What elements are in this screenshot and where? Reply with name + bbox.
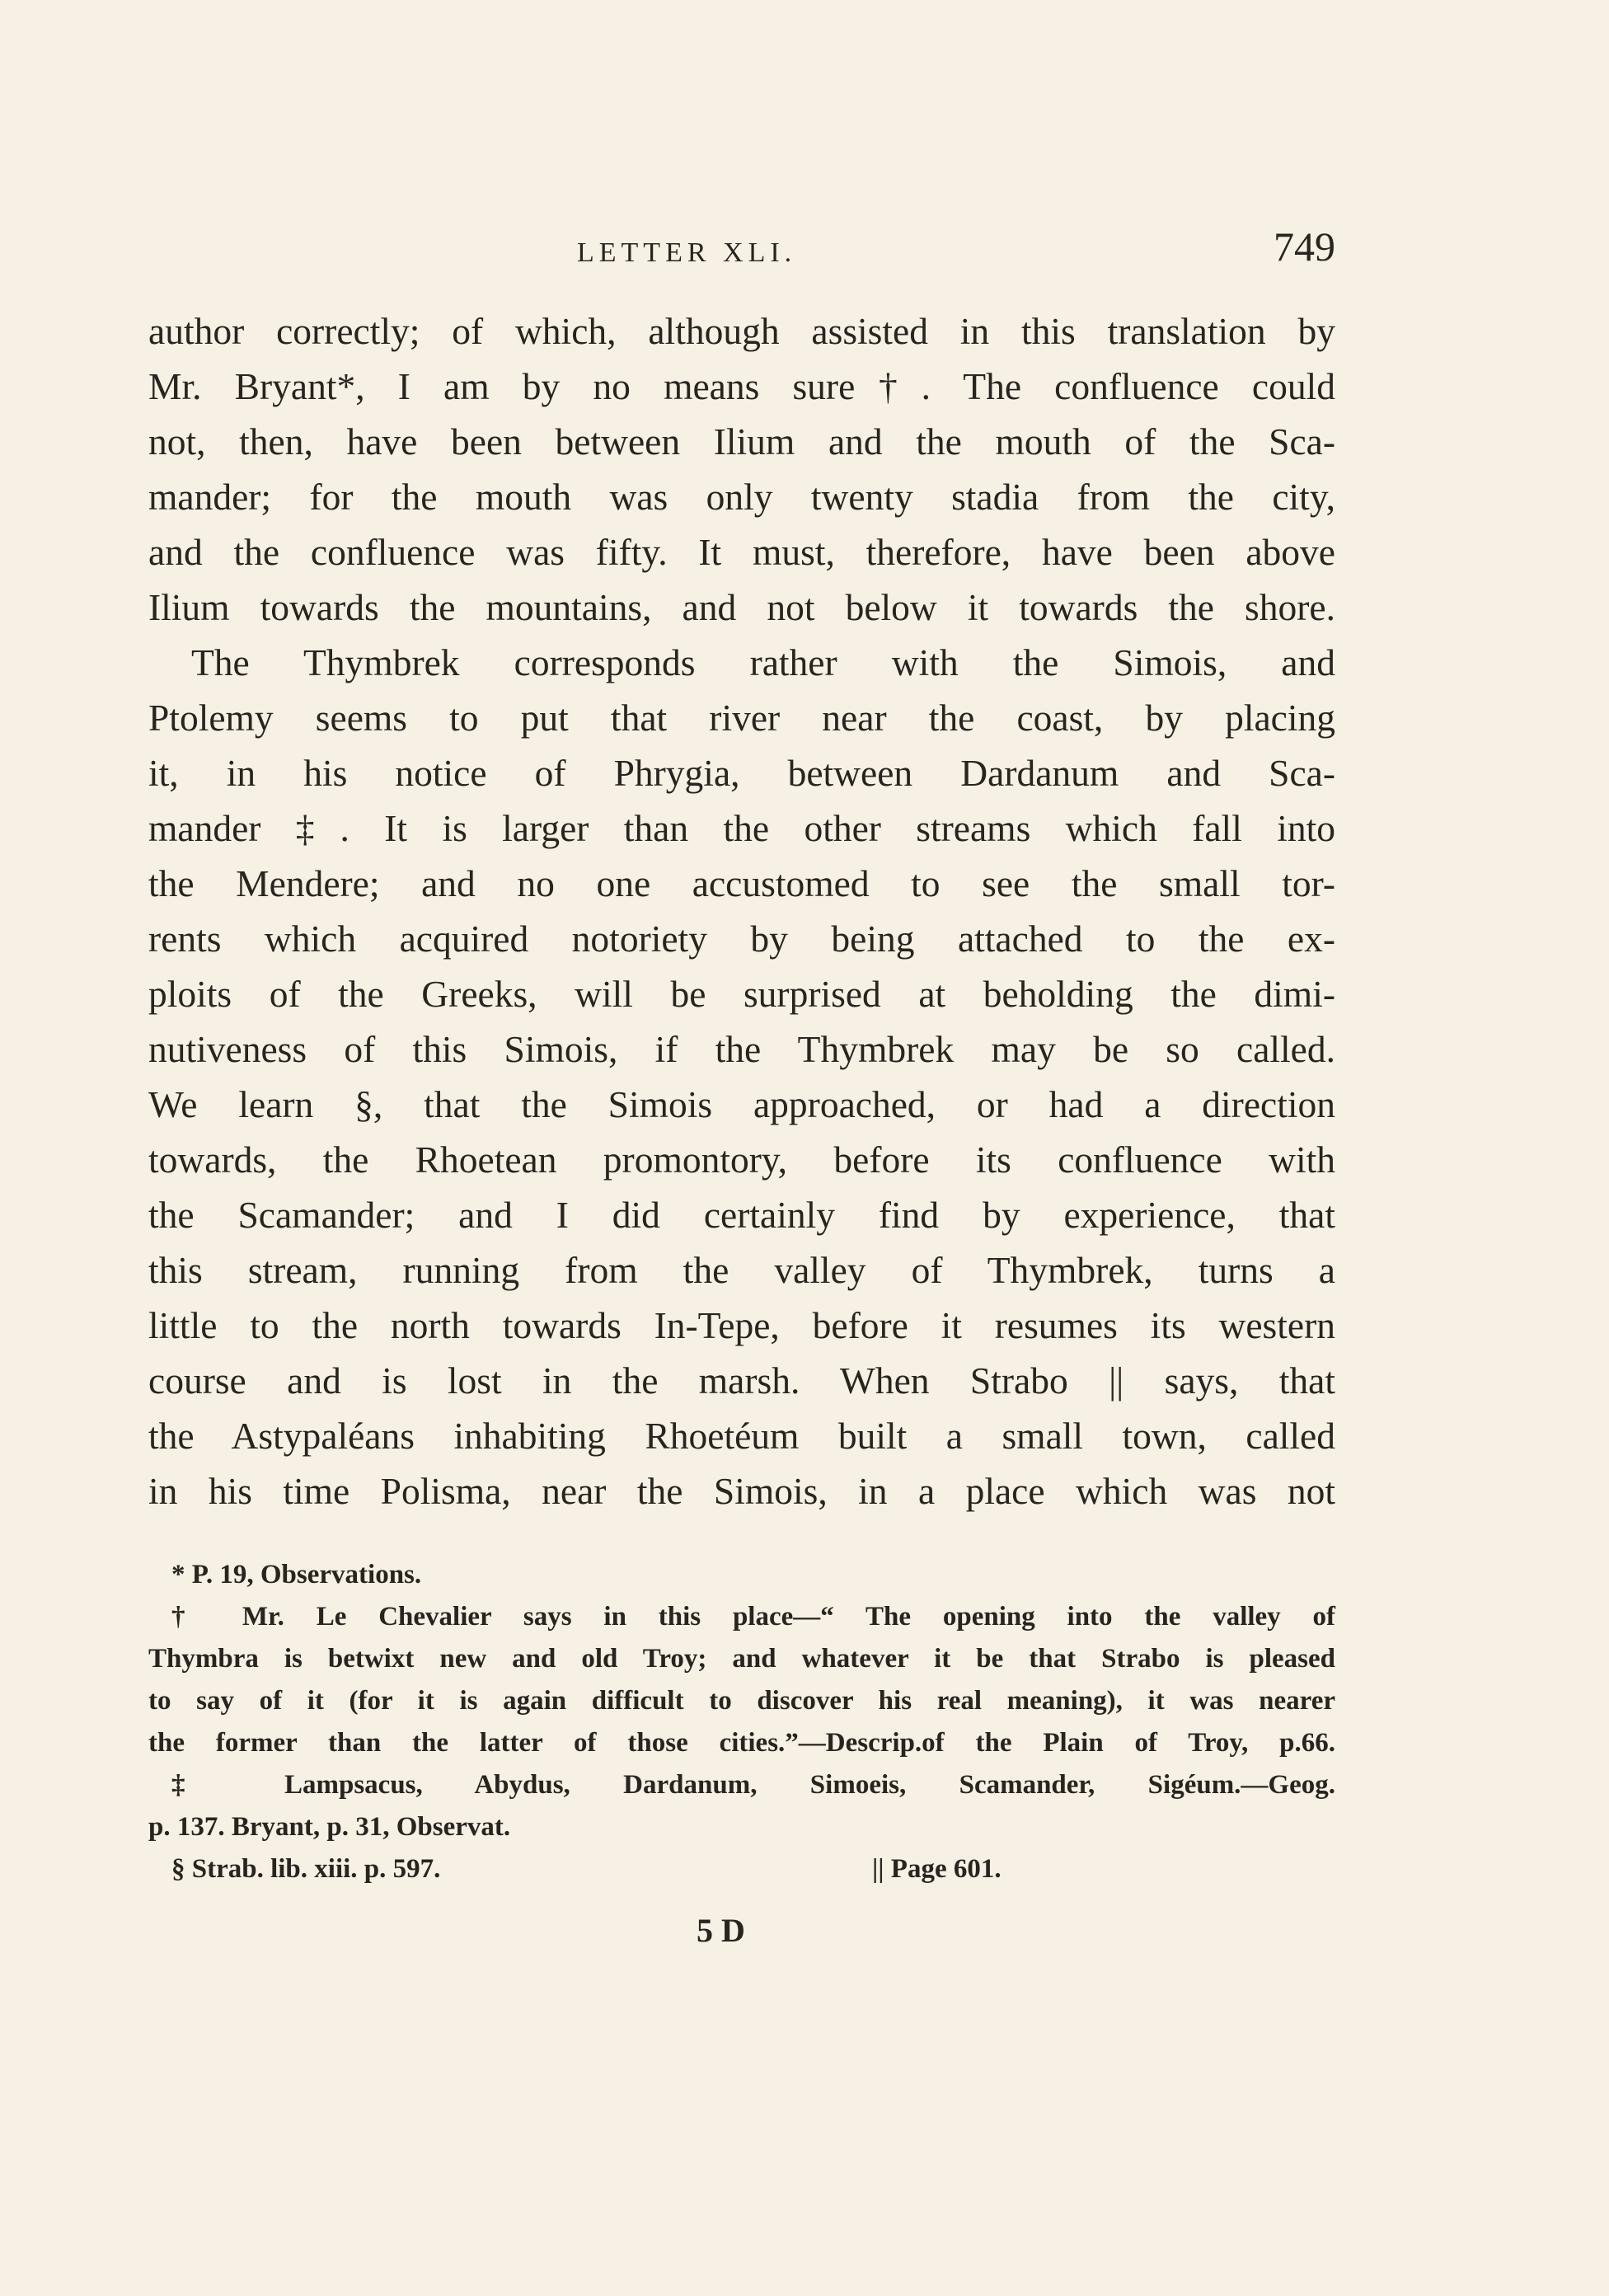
footnote-2-line: Thymbra is betwixt new and old Troy; and whatever it be that Strabo is pleased <box>148 1644 1335 1674</box>
footnote-2-line: the former than the latter of those cities.”—Descrip.of the Plain of Troy, p.66. <box>148 1728 1335 1758</box>
body-line: rents which acquired notoriety by being attached to the ex- <box>148 918 1335 960</box>
body-line: mander; for the mouth was only twenty stadia from the city, <box>148 476 1335 518</box>
footnote-3-line: p. 137. Bryant, p. 31, Observat. <box>148 1812 511 1842</box>
body-text <box>148 303 1335 1519</box>
body-line: in his time Polisma, near the Simois, in a place which was not <box>148 1470 1335 1512</box>
footnote-row <box>148 1848 1335 1890</box>
body-line: the Scamander; and I did certainly find by experience, that <box>148 1194 1335 1236</box>
footnote-2-line: † Mr. Le Chevalier says in this place—“ The opening into the valley of <box>171 1602 1335 1632</box>
footnote-1: * P. 19, Observations. <box>171 1560 422 1589</box>
footnote-4: § Strab. lib. xiii. p. 597. <box>171 1854 441 1884</box>
body-line: the Mendere; and no one accustomed to see the small tor- <box>148 862 1335 904</box>
body-line: Mr. Bryant*, I am by no means sure†. The confluence could <box>148 365 1335 407</box>
body-line: little to the north towards In-Tepe, before it resumes its western <box>148 1304 1335 1346</box>
page-number: 749 <box>1274 223 1335 270</box>
body-line: ploits of the Greeks, will be surprised at beholding the dimi- <box>148 973 1335 1015</box>
body-line: author correctly; of which, although assisted in this translation by <box>148 310 1335 352</box>
body-line: the Astypaléans inhabiting Rhoetéum built a small town, called <box>148 1415 1335 1457</box>
footnote-3-line: ‡ Lampsacus, Abydus, Dardanum, Simoeis, Scamander, Sigéum.—Geog. <box>171 1770 1335 1800</box>
page-header <box>148 223 1335 280</box>
body-line: course and is lost in the marsh. When Strabo || says, that <box>148 1359 1335 1402</box>
body-line: We learn §, that the Simois approached, or had a direction <box>148 1083 1335 1125</box>
body-line: Ilium towards the mountains, and not below it towards the shore. <box>148 586 1335 628</box>
body-line: towards, the Rhoetean promontory, before its confluence with <box>148 1139 1335 1181</box>
body-line: not, then, have been between Ilium and the mouth of the Sca- <box>148 420 1335 462</box>
footnote-2-line: to say of it (for it is again difficult to discover his real meaning), it was nearer <box>148 1686 1335 1716</box>
body-line: this stream, running from the valley of Thymbrek, turns a <box>148 1249 1335 1291</box>
signature-mark: 5 D <box>697 1912 745 1949</box>
body-line: mander ‡. It is larger than the other streams which fall into <box>148 807 1335 849</box>
footnotes <box>148 1554 1335 1890</box>
running-head: LETTER XLI. <box>577 237 797 268</box>
body-line: and the confluence was fifty. It must, therefore, have been above <box>148 531 1335 573</box>
body-line: Ptolemy seems to put that river near the coast, by placing <box>148 697 1335 739</box>
body-line: it, in his notice of Phrygia, between Dardanum and Sca- <box>148 752 1335 794</box>
footnote-5: || Page 601. <box>872 1854 1002 1884</box>
body-line: nutiveness of this Simois, if the Thymbrek may be so called. <box>148 1028 1335 1070</box>
body-line: The Thymbrek corresponds rather with the Simois, and <box>191 641 1335 683</box>
